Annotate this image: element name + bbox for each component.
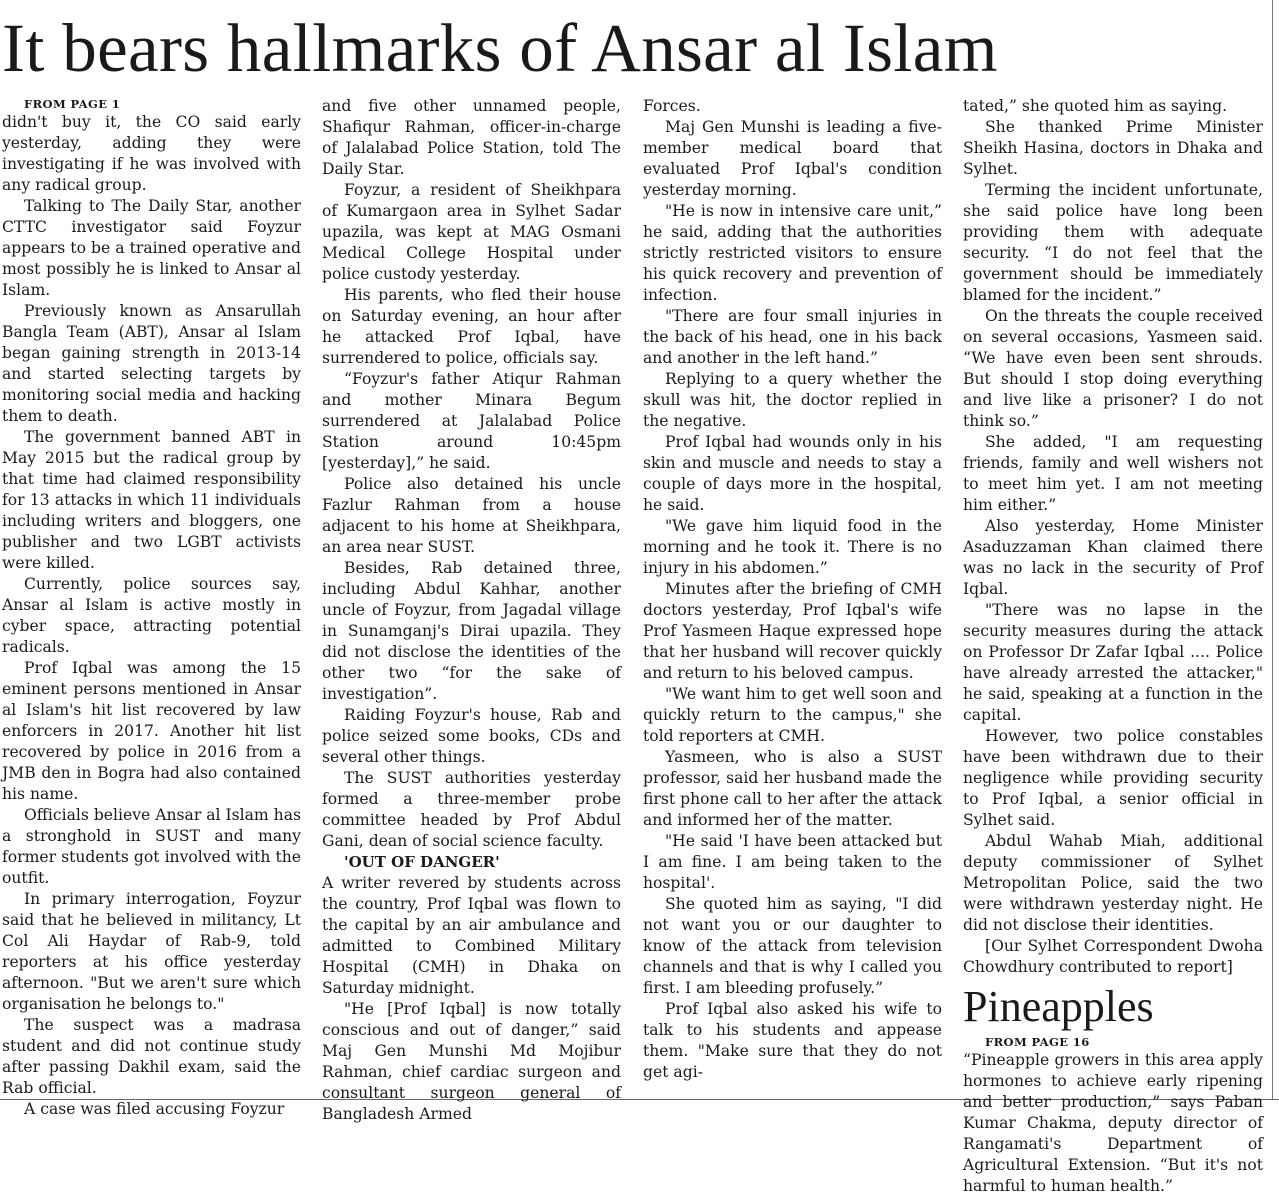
column-1 xyxy=(2,96,302,1118)
paragraph: His parents, who fled their house on Saturday evening, an hour after he attacked Prof Iqbal, have surrendered to police, officials say. xyxy=(322,286,621,367)
from-page-16-kicker: FROM PAGE 16 xyxy=(985,1035,1090,1049)
paragraph: Terming the incident unfortunate, she said police have long been providing them with adequate security. “I do not feel that the government should be immediately blamed for the incident.” xyxy=(963,181,1263,304)
paragraph: "There are four small injuries in the back of his head, one in his back and another in the left hand.” xyxy=(643,307,942,367)
paragraph: Raiding Foyzur's house, Rab and police seized some books, CDs and several other things. xyxy=(322,706,621,766)
paragraph: "He said 'I have been attacked but I am fine. I am being taken to the hospital'. xyxy=(643,832,942,892)
subhead-out-of-danger: 'OUT OF DANGER' xyxy=(344,853,500,871)
paragraph: "He is now in intensive care unit,” he said, adding that the authorities strictly restricted visitors to ensure his quick recovery and prevention of infection. xyxy=(643,202,942,304)
page-edge-rule xyxy=(1272,0,1273,1100)
paragraph: Prof Iqbal had wounds only in his skin and muscle and needs to stay a couple of days more in the hospital, he said. xyxy=(643,433,942,514)
paragraph: "There was no lapse in the security measures during the attack on Professor Dr Zafar Iqbal .... Police have already arrested the attacker," he said, speaking at a function in the capital. xyxy=(963,601,1263,724)
paragraph: She added, "I am requesting friends, family and well wishers not to meet him yet. I am not meeting him either.” xyxy=(963,433,1263,514)
from-page-kicker: FROM PAGE 1 xyxy=(24,97,121,111)
paragraph: didn't buy it, the CO said early yesterday, adding they were investigating if he was involved with any radical group. xyxy=(2,113,301,194)
paragraph: Maj Gen Munshi is leading a five-member medical board that evaluated Prof Iqbal's condition yesterday morning. xyxy=(643,118,942,199)
paragraph: "We gave him liquid food in the morning and he took it. There is no injury in his abdomen.” xyxy=(643,517,942,577)
paragraph: The suspect was a madrasa student and did not continue study after passing Dakhil exam, said the Rab official. xyxy=(2,1016,301,1097)
paragraph: She thanked Prime Minister Sheikh Hasina, doctors in Dhaka and Sylhet. xyxy=(963,118,1263,178)
paragraph: Besides, Rab detained three, including Abdul Kahhar, another uncle of Foyzur, from Jagadal village in Sunamganj's Dirai upazila. They did not disclose the identities of the other two “for the sake of investigation”. xyxy=(322,559,621,703)
paragraph: Forces. xyxy=(643,97,701,115)
paragraph: "We want him to get well soon and quickly return to the campus," she told reporters at CMH. xyxy=(643,685,942,745)
paragraph: In primary interrogation, Foyzur said that he believed in militancy, Lt Col Ali Haydar of Rab-9, told reporters at his office yesterday afternoon. "But we aren't sure which organisation he belongs to." xyxy=(2,890,301,1013)
paragraph: Also yesterday, Home Minister Asaduzzaman Khan claimed there was no lack in the security of Prof Iqbal. xyxy=(963,517,1263,598)
paragraph: tated,” she quoted him as saying. xyxy=(963,97,1228,115)
paragraph: “Foyzur's father Atiqur Rahman and mother Minara Begum surrendered at Jalalabad Police Station around 10:45pm [yesterday],” he said. xyxy=(322,370,621,472)
paragraph: A writer revered by students across the country, Prof Iqbal was flown to the capital by an air ambulance and admitted to Combined Military Hospital (CMH) in Dhaka on Saturday midnight. xyxy=(322,874,621,997)
headline: It bears hallmarks of Ansar al Islam xyxy=(2,10,998,86)
column-2 xyxy=(322,96,621,1123)
column-4 xyxy=(963,96,1263,1195)
paragraph: Officials believe Ansar al Islam has a stronghold in SUST and many former students got involved with the outfit. xyxy=(2,806,302,887)
paragraph: and five other unnamed people, Shafiqur Rahman, officer-in-charge of Jalalabad Police Station, told The Daily Star. xyxy=(322,97,621,178)
paragraph: Abdul Wahab Miah, additional deputy commissioner of Sylhet Metropolitan Police, said the two were withdrawn yesterday night. He did not disclose their identities. xyxy=(963,832,1263,934)
paragraph: Prof Iqbal was among the 15 eminent persons mentioned in Ansar al Islam's hit list recovered by law enforcers in 2017. Another hit list recovered by police in 2016 from a JMB den in Bogra had also contained his name. xyxy=(2,659,301,803)
contributor-note: [Our Sylhet Correspondent Dwoha Chowdhury contributed to report] xyxy=(963,937,1263,976)
column-3 xyxy=(643,96,942,1100)
paragraph: Talking to The Daily Star, another CTTC investigator said Foyzur appears to be a trained operative and most possibly he is linked to Ansar al Islam. xyxy=(2,197,301,299)
paragraph: Replying to a query whether the skull was hit, the doctor replied in the negative. xyxy=(643,370,942,430)
paragraph: She quoted him as saying, "I did not want you or our daughter to know of the attack from television channels and that is why I called you first. I am bleeding profusely.” xyxy=(643,895,942,997)
paragraph: Currently, police sources say, Ansar al Islam is active mostly in cyber space, attracting potential radicals. xyxy=(2,575,301,656)
paragraph: Foyzur, a resident of Sheikhpara of Kumargaon area in Sylhet Sadar upazila, was kept at MAG Osmani Medical College Hospital under police custody yesterday. xyxy=(322,181,621,283)
paragraph: On the threats the couple received on several occasions, Yasmeen said. “We have even been sent shrouds. But should I stop doing everything and live like a prisoner? I do not think so.” xyxy=(963,307,1263,430)
paragraph: "He [Prof Iqbal] is now totally conscious and out of danger,” said Maj Gen Munshi Md Mojibur Rahman, chief cardiac surgeon and consultant surgeon general of Bangladesh Armed xyxy=(322,1000,621,1123)
paragraph: A case was filed accusing Foyzur xyxy=(24,1100,285,1118)
paragraph: Prof Iqbal also asked his wife to talk to his students and appease them. "Make sure that they do not get agi- xyxy=(643,1000,942,1081)
paragraph: The government banned ABT in May 2015 but the radical group by that time had claimed responsibility for 13 attacks in which 11 individuals including writers and bloggers, one publisher and two LGBT activists were killed. xyxy=(2,428,301,572)
paragraph: Previously known as Ansarullah Bangla Team (ABT), Ansar al Islam began gaining strength in 2013-14 and started selecting targets by monitoring social media and hacking them to death. xyxy=(2,302,301,425)
paragraph: The SUST authorities yesterday formed a three-member probe committee headed by Prof Abdul Gani, dean of social science faculty. xyxy=(322,769,621,850)
pineapples-headline: Pineapples xyxy=(963,982,1154,1031)
paragraph: Yasmeen, who is also a SUST professor, said her husband made the first phone call to her after the attack and informed her of the matter. xyxy=(643,748,942,829)
paragraph: Police also detained his uncle Fazlur Rahman from a house adjacent to his home at Sheikhpara, an area near SUST. xyxy=(322,475,621,556)
paragraph: Minutes after the briefing of CMH doctors yesterday, Prof Iqbal's wife Prof Yasmeen Haque expressed hope that her husband will recover quickly and return to his beloved campus. xyxy=(643,580,942,682)
paragraph: “Pineapple growers in this area apply hormones to achieve early ripening and better production,” says Paban Kumar Chakma, deputy director of Rangamati's Department of Agricultural Extension. “But it's not harmful to human health.” xyxy=(963,1051,1263,1195)
paragraph: However, two police constables have been withdrawn due to their negligence while providing security to Prof Iqbal, a senior official in Sylhet said. xyxy=(963,727,1263,829)
